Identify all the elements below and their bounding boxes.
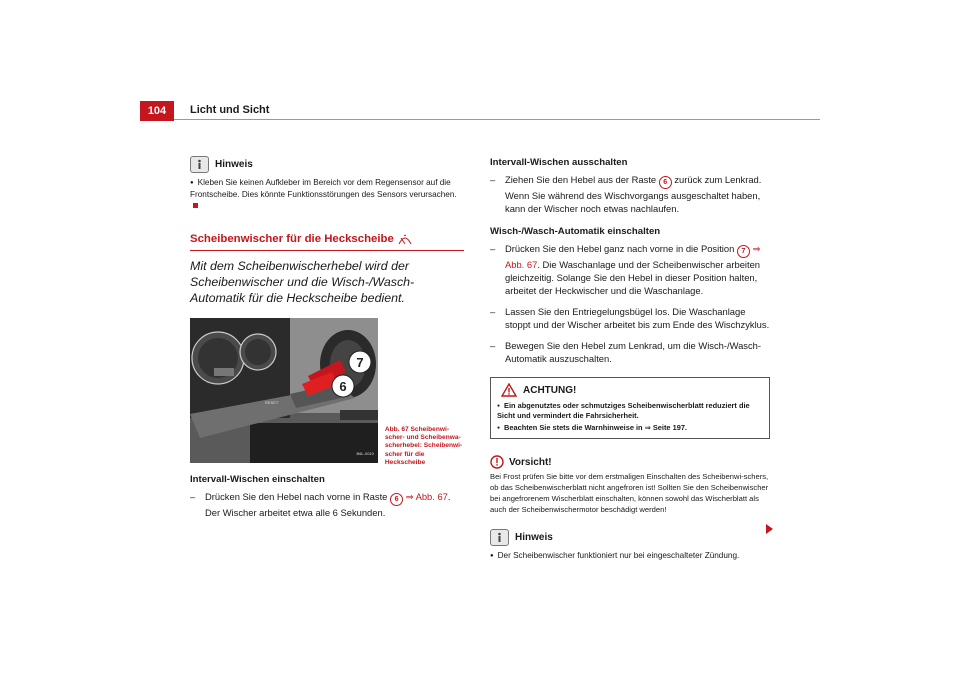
note-text: ● Kleben Sie keinen Aufkleber im Bereich vor dem Regensensor auf die Frontscheibe. Dies könnte Funktionsstörungen des Sensors verursachen.: [190, 177, 464, 211]
warning-box: [490, 377, 770, 439]
note2-heading: Hinweis: [490, 529, 770, 546]
page-number: 104: [140, 101, 174, 121]
figure-label-7: 7: [356, 355, 364, 370]
figure-label-6: 6: [339, 379, 347, 394]
right-column: [490, 156, 770, 562]
end-mark: [193, 203, 198, 208]
wiper-lever-figure: [190, 318, 378, 463]
figure-link[interactable]: ⇒ Abb. 67: [405, 491, 448, 503]
info-icon: [490, 529, 509, 546]
page-header-title: Licht und Sicht: [190, 104, 270, 116]
warning-line-1: ● Ein abgenutztes oder schmutziges Scheibenwischerblatt reduziert die Sicht und vermindert die Fahrsicherheit.: [497, 401, 763, 421]
section-lead: Mit dem Scheibenwischerhebel wird der Scheibenwischer und die Wisch-/Wasch-Automatik für die Heckscheibe bedient.: [190, 259, 415, 305]
reset-label: RESET: [265, 400, 279, 405]
interval-off-heading: Intervall-Wischen ausschalten: [490, 157, 628, 168]
auto-on-heading: Wisch-/Wasch-Automatik einschalten: [490, 226, 661, 237]
figure-link[interactable]: ⇒ Abb. 67: [505, 243, 761, 270]
position-badge-6: 6: [390, 493, 403, 506]
auto-on-step-3: – Bewegen Sie den Hebel zum Lenkrad, um die Wisch-/Wasch-Automatik auszuschalten.: [490, 339, 770, 365]
section-title: Scheibenwischer für die Heckscheibe: [190, 233, 464, 251]
caution-icon: [490, 455, 504, 469]
position-badge-6: 6: [659, 176, 672, 189]
note2-text: ● Der Scheibenwischer funktioniert nur bei eingeschalteter Zündung.: [490, 550, 770, 562]
warning-icon: [501, 383, 517, 397]
warning-heading: ACHTUNG!: [501, 383, 763, 397]
figure-code: B6L-0010: [356, 451, 374, 456]
header-divider: [174, 119, 820, 120]
info-icon: [190, 156, 209, 173]
note-heading-text: Hinweis: [215, 159, 253, 170]
caution-heading: Vorsicht!: [490, 455, 770, 469]
rear-wiper-icon: [398, 234, 412, 245]
note-heading: [190, 156, 464, 173]
warning-line-2: ● Beachten Sie stets die Warnhinweise in ⇒ Seite 197.: [497, 423, 763, 433]
auto-on-step-2: – Lassen Sie den Entriegelungsbügel los. Die Waschanlage stoppt und der Wischer arbeitet bis zum Ende des Wischzyklus.: [490, 305, 770, 331]
interval-on-step: – Drücken Sie den Hebel nach vorne in Raste 6 ⇒ Abb. 67. Der Wischer arbeitet etwa alle 6 Sekunden.: [190, 490, 464, 519]
next-page-arrow-icon[interactable]: [766, 524, 773, 534]
interval-off-step: – Ziehen Sie den Hebel aus der Raste 6 zurück zum Lenkrad. Wenn Sie während des Wischvorgangs ausgeschaltet haben, kann der Wischer noch etwas nachlaufen.: [490, 173, 770, 215]
wiper-lever-illustration: [190, 318, 378, 463]
caution-text: Bei Frost prüfen Sie bitte vor dem erstmaligen Einschalten des Scheibenwi-schers, ob das Scheibenwischerblatt nicht angefroren ist! Sollten Sie den Scheibenwischer bei angefrorenem Wischerblatt einschalten, können sowohl das Wischerblatt als auch der Scheibenwischermotor beschädigt werden!: [490, 472, 769, 514]
auto-on-step-1: – Drücken Sie den Hebel ganz nach vorne in die Position 7 ⇒ Abb. 67. Die Waschanlage und der Scheibenwischer arbeiten gleichzeitig. Solange Sie den Hebel in dieser Position halten, arbeitet der Heckwischer und die Waschanlage.: [490, 242, 770, 297]
position-badge-7: 7: [737, 245, 750, 258]
figure-row: [190, 318, 464, 467]
left-column: [190, 156, 464, 519]
figure-caption: Abb. 67 Scheibenwi-scher- und Scheibenwa-scherhebel: Scheibenwi-scher für die Heckscheibe: [384, 426, 463, 466]
interval-on-heading: Intervall-Wischen einschalten: [190, 474, 325, 486]
